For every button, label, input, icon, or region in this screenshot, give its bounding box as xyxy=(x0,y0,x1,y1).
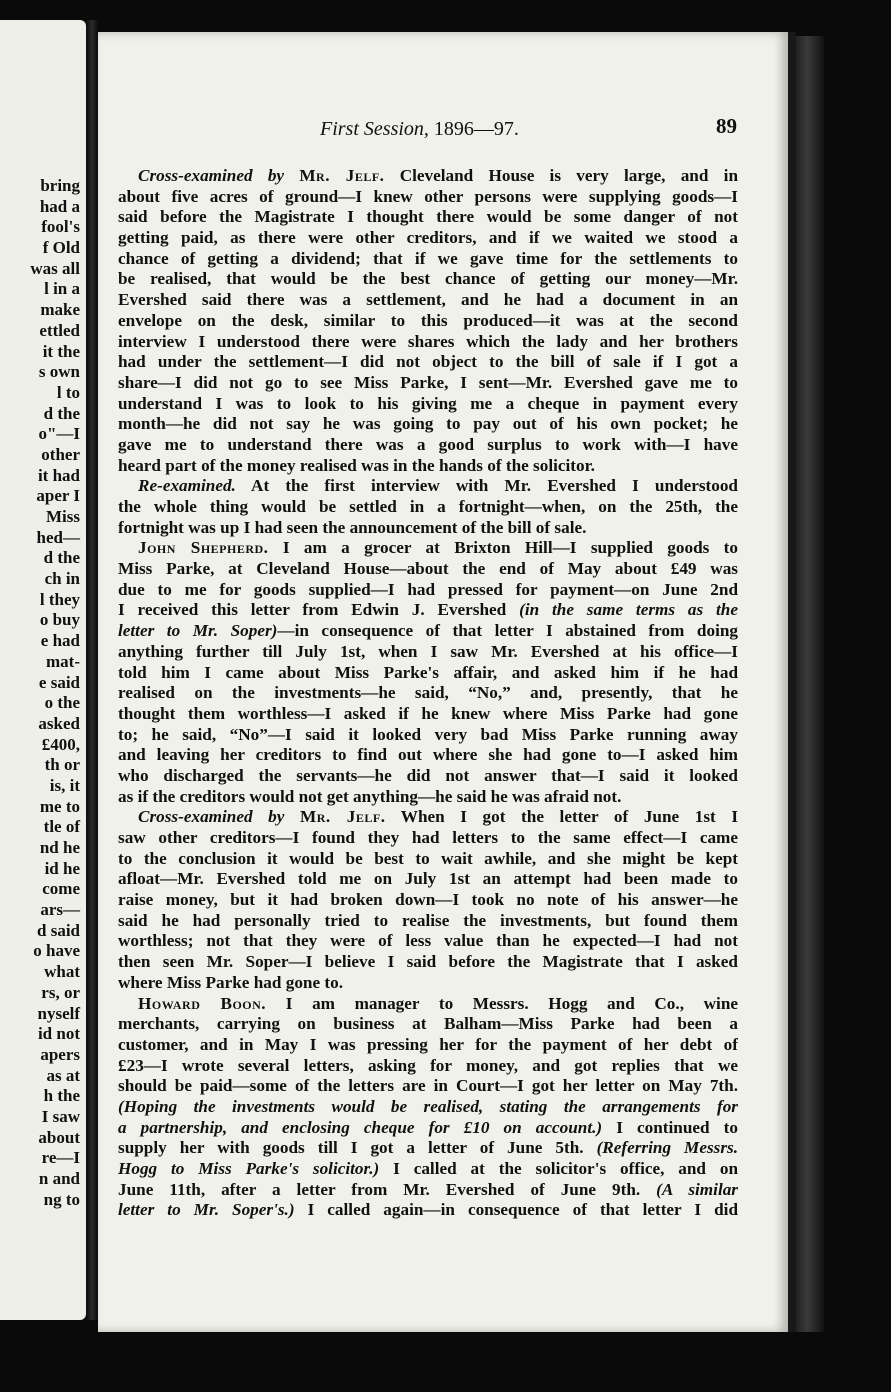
facing-page-line: hed— xyxy=(36,527,80,547)
facing-page-line: l to xyxy=(56,382,80,402)
text-run: share—I did not go to see Miss Parke, I sent—Mr. Evershed gave me to xyxy=(118,372,738,392)
text-run: Cleveland House is very large, and in xyxy=(384,166,738,185)
text-run: I am a grocer at Brixton Hill—I supplied goods to xyxy=(268,538,738,558)
text-line xyxy=(118,849,738,870)
text-line xyxy=(118,249,738,270)
facing-page-line: re—I xyxy=(41,1148,80,1168)
facing-page-line: aper I xyxy=(36,486,80,506)
facing-page-line: o buy xyxy=(39,610,80,630)
text-line xyxy=(118,435,738,456)
italic-text: letter to Mr. Soper) xyxy=(118,621,278,641)
text-line xyxy=(118,931,738,952)
running-head-title: First Session, 1896—97. xyxy=(320,118,519,140)
running-header xyxy=(98,114,788,148)
facing-page-line: n and xyxy=(38,1169,80,1188)
facing-page-line: Miss xyxy=(46,507,80,526)
text-run: said he had personally tried to realise the investments, but found them xyxy=(118,910,738,930)
facing-page-line: asked xyxy=(38,713,80,733)
text-line xyxy=(118,207,738,228)
speaker-name: Mr. Jelf. xyxy=(300,807,386,827)
text-line xyxy=(118,1014,738,1035)
text-line xyxy=(118,332,738,353)
italic-text: (A similar xyxy=(656,1179,738,1199)
speaker-name: Mr. Jelf. xyxy=(299,166,385,185)
text-run: to; he said, “No”—I said it looked very bad Miss Parke running away xyxy=(118,724,738,744)
text-run: thought them worthless—I asked if he knew where Miss Parke had gone xyxy=(118,703,738,723)
text-run: realised on the investments—he said, “No,” and, presently, that he xyxy=(118,683,738,703)
text-run: merchants, carrying on business at Balham—Miss Parke had been a xyxy=(118,1014,738,1034)
text-run: as if the creditors would not get anything—he said he was afraid not. xyxy=(118,786,622,806)
speaker-name: Howard Boon. xyxy=(138,993,267,1013)
text-line xyxy=(118,952,738,973)
text-run: worthless; not that they were of less value than he expected—I had not xyxy=(118,931,738,951)
text-line xyxy=(118,704,738,725)
text-run: Evershed said there was a settlement, and he had a document in an xyxy=(118,290,738,310)
facing-page-line: come xyxy=(42,879,80,899)
text-run: I received this letter from Edwin J. Evershed xyxy=(118,600,520,620)
facing-page-line: id he xyxy=(44,858,80,878)
facing-page-line: d said xyxy=(37,920,80,940)
text-run: I called at the solicitor's office, and on xyxy=(379,1159,738,1178)
text-run xyxy=(284,807,300,826)
facing-page-line: nyself xyxy=(37,1003,80,1023)
text-line xyxy=(118,787,738,808)
facing-page-line: I saw xyxy=(41,1106,80,1126)
facing-page-line: ettled xyxy=(39,320,80,340)
facing-page-line: ch in xyxy=(44,569,80,589)
facing-page-line: id not xyxy=(37,1024,80,1044)
italic-text: Cross-examined by xyxy=(138,807,285,827)
text-run: getting paid, as there were other creditors, and if we waited we stood a xyxy=(118,228,738,248)
facing-page-line: nd he xyxy=(39,838,80,857)
text-run: —in consequence of that letter I abstained from doing xyxy=(277,621,738,641)
text-run: and leaving her creditors to find out where she had gone to—I asked him xyxy=(118,745,738,765)
text-line xyxy=(118,228,738,249)
text-run: gave me to understand there was a good surplus to work with—I have xyxy=(118,434,738,454)
speaker-name: John Shepherd. xyxy=(138,538,269,558)
text-run: about five acres of ground—I knew other persons were supplying goods—I xyxy=(118,186,738,206)
text-run: where Miss Parke had gone to. xyxy=(118,972,344,992)
facing-page-line: l they xyxy=(39,589,80,609)
facing-page-line: other xyxy=(41,444,80,464)
facing-page-line: f Old xyxy=(42,238,80,258)
text-run: When I got the letter of June 1st I xyxy=(385,807,738,827)
facing-page-line: h the xyxy=(43,1086,80,1106)
facing-page-line: it the xyxy=(42,341,80,361)
text-line xyxy=(118,497,738,518)
text-line xyxy=(118,1097,738,1118)
facing-page-line: had a xyxy=(39,196,80,216)
facing-page-text xyxy=(0,176,86,1210)
text-run: the whole thing would be settled in a fortnight—when, on the 25th, the xyxy=(118,497,738,516)
italic-text: letter to Mr. Soper's.) xyxy=(118,1200,295,1220)
text-run: raise money, but it had broken down—I took no note of his answer—he xyxy=(118,890,738,910)
italic-text: a partnership, and enclosing cheque for £10 on account.) xyxy=(118,1117,603,1137)
text-run: £23—I wrote several letters, asking for money, and got replies that we xyxy=(118,1055,738,1075)
text-line xyxy=(118,994,738,1015)
book-edge xyxy=(796,36,824,1332)
facing-page-line: tle of xyxy=(43,817,80,837)
text-line xyxy=(118,1200,738,1221)
text-run: who discharged the servants—he did not answer that—I said it looked xyxy=(118,765,738,785)
text-line xyxy=(118,1035,738,1056)
text-line xyxy=(118,1138,738,1159)
text-line xyxy=(118,807,738,828)
text-line xyxy=(118,1056,738,1077)
text-line xyxy=(118,394,738,415)
text-line xyxy=(118,890,738,911)
text-line xyxy=(118,580,738,601)
text-line xyxy=(118,766,738,787)
text-line xyxy=(118,869,738,890)
text-run: be realised, that would be the best chance of getting our money—Mr. xyxy=(118,269,738,289)
italic-text: (in the same terms as the xyxy=(519,600,738,620)
italic-text: (Referring Messrs. xyxy=(596,1138,738,1158)
text-run xyxy=(284,166,299,185)
text-run: should be paid—some of the letters are in Court—I got her letter on May 7th. xyxy=(118,1076,738,1096)
facing-page-line: as at xyxy=(46,1065,80,1085)
facing-page-line: th or xyxy=(44,755,80,775)
text-line xyxy=(118,290,738,311)
text-run: fortnight was up I had seen the announcement of the bill of sale. xyxy=(118,517,587,537)
text-run: told him I came about Miss Parke's affair, and asked him if he had xyxy=(118,662,738,682)
italic-text: Re-examined. xyxy=(138,476,236,496)
facing-page-line: o have xyxy=(33,941,80,961)
italic-text: Hogg to Miss Parke's solicitor.) xyxy=(118,1159,380,1178)
text-run: understand I was to look to his giving me a cheque in payment every xyxy=(118,393,738,413)
text-line xyxy=(118,414,738,435)
text-line xyxy=(118,973,738,994)
text-run: I called again—in consequence of that letter I did xyxy=(294,1200,738,1220)
body-text xyxy=(118,166,738,1221)
facing-page-line: ars— xyxy=(40,900,80,920)
text-run: heard part of the money realised was in the hands of the solicitor. xyxy=(118,455,595,475)
text-line xyxy=(118,1076,738,1097)
text-line xyxy=(118,1118,738,1139)
text-run: customer, and in May I was pressing her for the payment of her debt of xyxy=(118,1034,738,1054)
facing-page-line: o the xyxy=(44,693,80,713)
text-line xyxy=(118,518,738,539)
text-line xyxy=(118,828,738,849)
facing-page-line: is, it xyxy=(49,775,80,795)
text-run: to the conclusion it would be best to wait awhile, and she might be kept xyxy=(118,848,738,868)
facing-page-line: o"—I xyxy=(38,424,80,444)
facing-page-line: e had xyxy=(40,631,80,651)
facing-page-line: what xyxy=(44,962,80,982)
facing-page-line: fool's xyxy=(41,217,80,237)
facing-page-line: rs, or xyxy=(41,982,80,1002)
text-run: supply her with goods till I got a letter of June 5th. xyxy=(118,1138,597,1158)
text-line xyxy=(118,269,738,290)
facing-page-line: ng to xyxy=(43,1189,80,1209)
text-run: Miss Parke, at Cleveland House—about the end of May about £49 was xyxy=(118,559,738,579)
text-run: said before the Magistrate I thought there would be some danger of not xyxy=(118,207,738,227)
text-line xyxy=(118,352,738,373)
text-line xyxy=(118,663,738,684)
text-line xyxy=(118,725,738,746)
facing-page-line: apers xyxy=(40,1044,80,1064)
page-number: 89 xyxy=(716,114,737,138)
text-line xyxy=(118,621,738,642)
facing-page-line: mat- xyxy=(46,651,80,671)
text-run: June 11th, after a letter from Mr. Evershed of June 9th. xyxy=(118,1179,657,1199)
text-line xyxy=(118,538,738,559)
text-line xyxy=(118,1159,738,1180)
text-run: due to me for goods supplied—I had pressed for payment—on June 2nd xyxy=(118,579,738,599)
book-gutter xyxy=(86,20,98,1320)
facing-page-line: e said xyxy=(38,672,80,692)
text-run: then seen Mr. Soper—I believe I said before the Magistrate that I asked xyxy=(118,952,738,972)
text-line xyxy=(118,456,738,477)
facing-page-line: s own xyxy=(38,362,80,382)
facing-page-line: £400, xyxy=(41,734,80,754)
facing-page-line: it had xyxy=(37,465,80,485)
italic-text: Cross-examined by xyxy=(138,166,285,185)
text-run: I continued to xyxy=(602,1117,738,1137)
facing-page-line: was all xyxy=(30,258,80,278)
text-run: afloat—Mr. Evershed told me on July 1st an attempt had been made to xyxy=(118,869,738,889)
text-run: anything further till July 1st, when I saw Mr. Evershed at his office—I xyxy=(118,641,738,661)
text-line xyxy=(118,1180,738,1201)
text-line xyxy=(118,373,738,394)
text-run: month—he did not say he was going to pay out of his own pocket; he xyxy=(118,414,738,434)
text-run: interview I understood there were shares which the lady and her brothers xyxy=(118,331,738,351)
text-line xyxy=(118,642,738,663)
italic-text: (Hoping the investments would be realised, stating the arrangements for xyxy=(118,1096,738,1116)
facing-page-line: bring xyxy=(40,176,80,195)
text-line xyxy=(118,600,738,621)
text-line xyxy=(118,745,738,766)
text-run: saw other creditors—I found they had letters to the same effect—I came xyxy=(118,828,738,847)
text-line xyxy=(118,311,738,332)
facing-page-line: l in a xyxy=(44,279,80,299)
text-line xyxy=(118,187,738,208)
text-run: I am manager to Messrs. Hogg and Co., wine xyxy=(266,993,738,1013)
text-line xyxy=(118,476,738,497)
text-run: envelope on the desk, similar to this produced—it was at the second xyxy=(118,310,738,330)
text-line xyxy=(118,911,738,932)
text-run: At the first interview with Mr. Evershed I understood xyxy=(235,476,738,496)
facing-page-line: d the xyxy=(43,403,80,423)
text-run: had under the settlement—I did not object to the bill of sale if I got a xyxy=(118,352,738,372)
facing-page-line: d the xyxy=(43,548,80,568)
text-line xyxy=(118,559,738,580)
facing-page-line: me to xyxy=(39,796,80,816)
text-line xyxy=(118,683,738,704)
facing-page-line: about xyxy=(38,1127,80,1147)
facing-page-line: make xyxy=(40,300,80,320)
facing-page xyxy=(0,20,86,1320)
text-run: chance of getting a dividend; that if we gave time for the settlements to xyxy=(118,248,738,268)
text-line xyxy=(118,166,738,187)
